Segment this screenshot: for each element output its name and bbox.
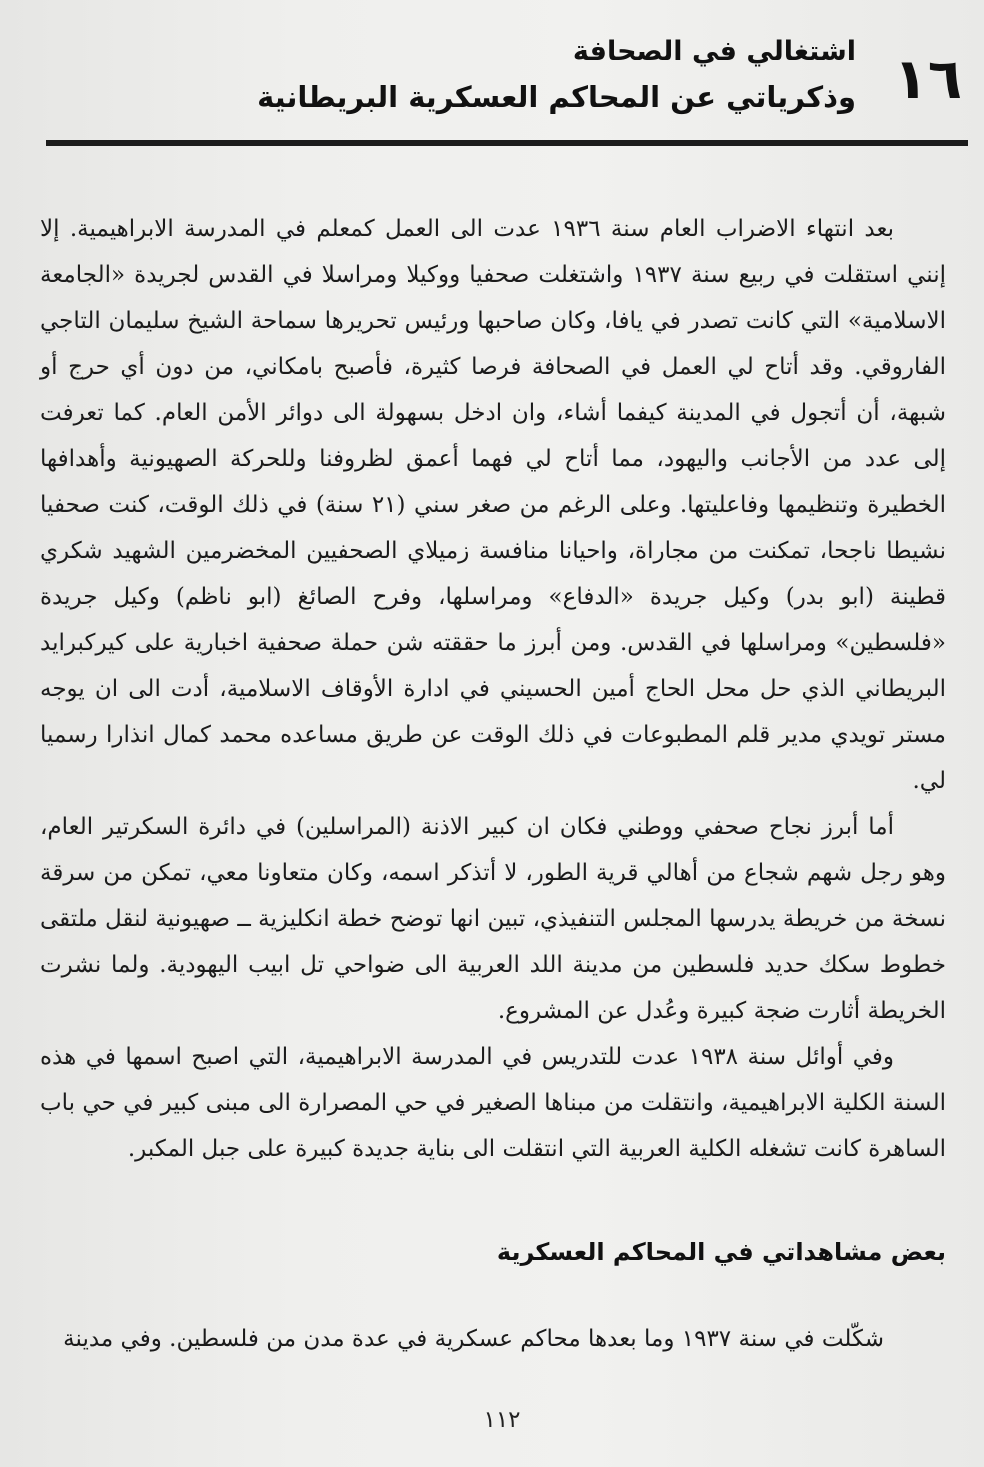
body-text	[40, 206, 946, 1172]
paragraph-2: أما أبرز نجاح صحفي ووطني فكان ان كبير الاذنة (المراسلين) في دائرة السكرتير العام، وهو رجل شهم شجاع من أهالي قرية الطور، لا أتذكر اسمه، وكان متعاونا معي، تمكن من سرقة نسخة من خريطة يدرسها المجلس التنفيذي، تبين انها توضح خطة انكليزية ــ صهيونية لنقل ملتقى خطوط سكك حديد فلسطين من مدينة اللد العربية الى ضواحي تل ابيب اليهودية. ولما نشرت الخريطة أثارت ضجة كبيرة وعُدل عن المشروع.	[40, 814, 946, 1024]
title-rule	[46, 140, 968, 146]
page-number: ١١٢	[483, 1407, 521, 1433]
chapter-number: ١٦	[893, 47, 962, 112]
section-heading: بعض مشاهداتي في المحاكم العسكرية	[496, 1238, 946, 1266]
chapter-title-line-2: وذكرياتي عن المحاكم العسكرية البريطانية	[257, 80, 856, 114]
section-text	[30, 1316, 936, 1362]
chapter-title	[156, 30, 856, 120]
paragraph-1: بعد انتهاء الاضراب العام سنة ١٩٣٦ عدت الى العمل كمعلم في المدرسة الابراهيمية. إلا إنني استقلت في ربيع سنة ١٩٣٧ واشتغلت صحفيا ووكيلا ومراسلا في القدس لجريدة «الجامعة الاسلامية» التي كانت تصدر في يافا، وكان صاحبها ورئيس تحريرها سماحة الشيخ سليمان التاجي الفاروقي. وقد أتاح لي العمل في الصحافة فرصا كثيرة، فأصبح بامكاني، من دون أي حرج أو شبهة، أن أتجول في المدينة كيفما أشاء، وان ادخل بسهولة الى دوائر الأمن العام. كما تعرفت إلى عدد من الأجانب واليهود، مما أتاح لي فهما أعمق لظروفنا وللحركة الصهيونية وأهدافها الخطيرة وتنظيمها وفاعليتها. وعلى الرغم من صغر سني (٢١ سنة) في ذلك الوقت، كنت صحفيا نشيطا ناجحا، تمكنت من مجاراة، واحيانا منافسة زميلاي الصحفيين المخضرمين الشهيد شكري قطينة (ابو بدر) وكيل جريدة «الدفاع» ومراسلها، وفرح الصائغ (ابو ناظم) وكيل جريدة «فلسطين» ومراسلها في القدس. ومن أبرز ما حققته شن حملة صحفية اخبارية على كيركبرايد البريطاني الذي حل محل الحاج أمين الحسيني في ادارة الأوقاف الاسلامية، أدت الى ان يوجه مستر تويدي مدير قلم المطبوعات في ذلك الوقت عن طريق مساعده محمد كمال انذارا رسميا لي.	[40, 216, 947, 794]
section-paragraph: شكّلت في سنة ١٩٣٧ وما بعدها محاكم عسكرية في عدة مدن من فلسطين. وفي مدينة	[63, 1326, 884, 1352]
chapter-title-line-1: اشتغالي في الصحافة	[572, 36, 856, 67]
paragraph-3: وفي أوائل سنة ١٩٣٨ عدت للتدريس في المدرسة الابراهيمية، التي اصبح اسمها في هذه السنة الكلية الابراهيمية، وانتقلت من مبناها الصغير في حي المصرارة الى مبنى كبير في حي باب الساهرة كانت تشغله الكلية العربية التي انتقلت الى بناية جديدة كبيرة على جبل المكبر.	[40, 1044, 946, 1162]
